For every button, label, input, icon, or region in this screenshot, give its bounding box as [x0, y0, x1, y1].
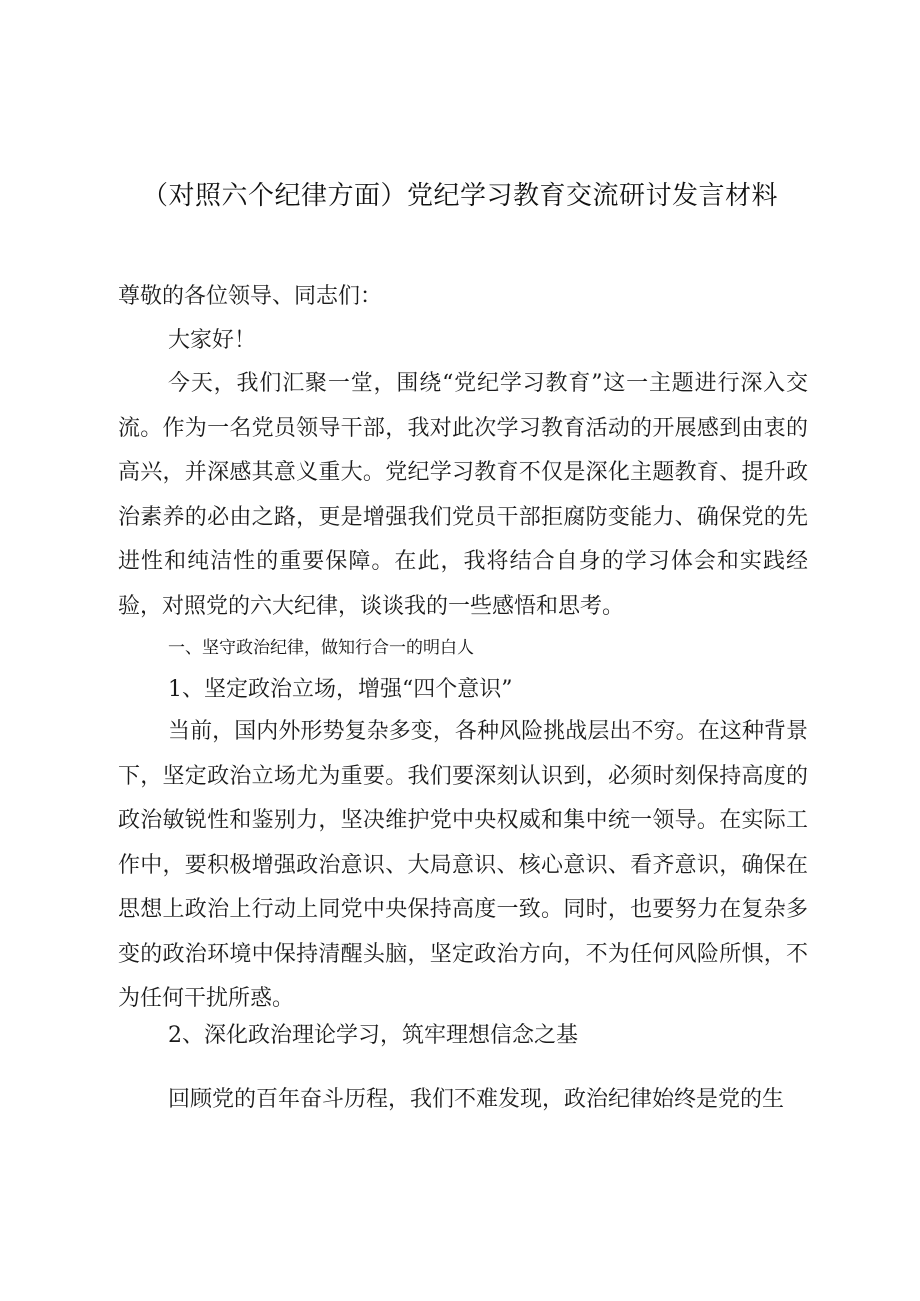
- subsection-heading: 2、深化政治理论学习，筑牢理想信念之基: [168, 1023, 578, 1048]
- salutation: 尊敬的各位领导、同志们：: [118, 284, 383, 309]
- section-heading: 一、坚守政治纪律，做知行合一的明白人: [168, 638, 474, 658]
- intro-paragraph: 今天，我们汇聚一堂，围绕“党纪学习教育”这一主题进行深入交流。作为一名党员领导干部，我对此次学习教育活动的开展感到由衷的高兴，并深感其意义重大。党纪学习教育不仅是深化主题教育、提升政治素养的必由之路，更是增强我们党员干部拒腐防变能力、确保党的先进性和纯洁性的重要保障。在此，我将结合自身的学习体会和实践经验，对照党的六大纪律，谈谈我的一些感悟和思考。: [118, 371, 808, 619]
- subsection-paragraph: 当前，国内外形势复杂多变，各种风险挑战层出不穷。在这种背景下，坚定政治立场尤为重要。我们要深刻认识到，必须时刻保持高度的政治敏锐性和鉴别力，坚决维护党中央权威和集中统一领导。在实际工作中，要积极增强政治意识、大局意识、核心意识、看齐意识，确保在思想上政治上行动上同党中央保持高度一致。同时，也要努力在复杂多变的政治环境中保持清醒头脑，坚定政治方向，不为任何风险所惧，不为任何干扰所惑。: [118, 719, 808, 1011]
- subsection-paragraph: 回顾党的百年奋斗历程，我们不难发现，政治纪律始终是党的生: [168, 1087, 785, 1112]
- subsection-heading: 1、坚定政治立场，增强“四个意识”: [168, 677, 513, 702]
- greeting: 大家好！: [168, 328, 257, 353]
- document-title: （对照六个纪律方面）党纪学习教育交流研讨发言材料: [141, 181, 778, 211]
